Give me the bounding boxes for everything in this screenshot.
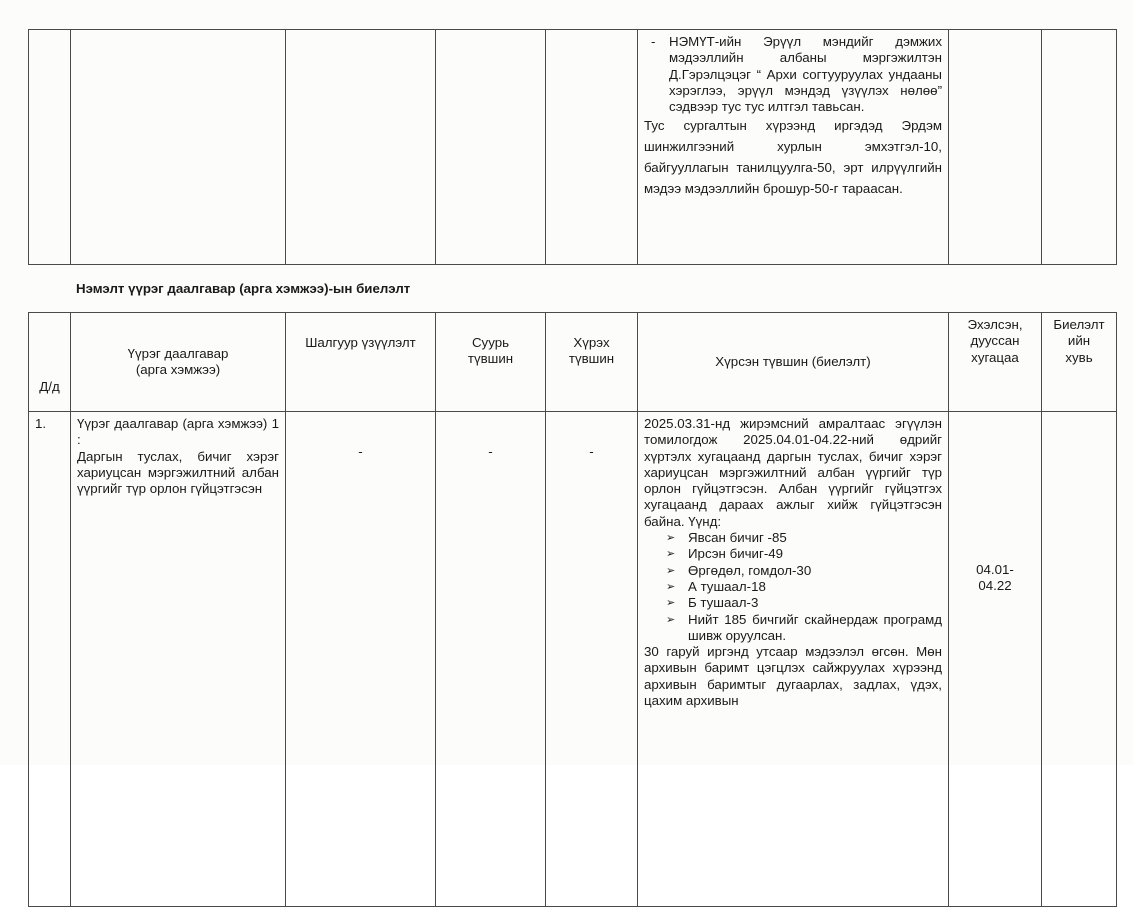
section-heading: Нэмэлт үүрэг даалгавар (арга хэмжээ)-ын биелэлт [76, 281, 411, 296]
arrowhead-bullet-icon: ➢ [666, 532, 676, 545]
task-body: Даргын туслах, бичиг хэрэг хариуцсан мэргэжилтний албан үүргийг түр орлон гүйцэтгэсэн [77, 448, 279, 497]
row-achieved [638, 412, 949, 907]
arrowhead-bullet-icon: ➢ [666, 597, 676, 610]
header-achieved: Хүрсэн түвшин (биелэлт) [638, 313, 949, 412]
table-row [29, 412, 1117, 907]
percent-cell [1042, 30, 1117, 265]
table-row [29, 30, 1117, 265]
arrowhead-bullet-icon: ➢ [666, 548, 676, 561]
arrowhead-bullet-icon: ➢ [666, 580, 676, 593]
dash-list-item [644, 34, 942, 115]
task-title: Үүрэг даалгавар (арга хэмжээ) 1 : [77, 416, 279, 448]
row-percent [1042, 412, 1117, 907]
row-criterion: - [286, 412, 436, 907]
dates-cell [949, 30, 1042, 265]
achieved-list [644, 530, 942, 644]
header-criterion: Шалгуур үзүүлэлт [286, 313, 436, 412]
row-dates: 04.01- 04.22 [949, 412, 1042, 907]
bullet-text: НЭМҮТ-ийн Эрүүл мэндийг дэмжих мэдээллийн албаны мэргэжилтэн Д.Гэрэлцэцэг “ Архи согтууруулах ундааны хэрэглээ, эрүүл мэндэд үзүүлэх нөлөө” сэдвээр тус тус илтгэл тавьсан. [669, 34, 942, 115]
row-baseline: - [436, 412, 546, 907]
header-target: Хүрэх түвшин [546, 313, 638, 412]
row-target: - [546, 412, 638, 907]
row-task [71, 412, 286, 907]
list-item: ➢ Өргөдөл, гомдол-30 [666, 562, 812, 578]
task-cell [71, 30, 286, 265]
dash-bullet: - [651, 34, 656, 49]
achieved-outro: 30 гаруй иргэнд утсаар мэдээлэл өгсөн. Мөн архивын баримт цэгцлэх сайжруулах хүрээнд архивын баримтыг дугаарлах, задлах, үдэх, цахим архивын [644, 644, 942, 709]
arrowhead-bullet-icon: ➢ [666, 564, 676, 577]
list-item: ➢ А тушаал-18 [666, 578, 766, 594]
additional-tasks-table [28, 312, 1117, 907]
achieved-cell [638, 30, 949, 265]
header-dates: Эхэлсэн, дууссан хугацаа [949, 313, 1042, 412]
row-num: 1. [29, 412, 71, 907]
header-task: Үүрэг даалгавар (арга хэмжээ) [71, 313, 286, 412]
table-header-row [29, 313, 1117, 412]
num-cell [29, 30, 71, 265]
achieved-paragraph: Тус сургалтын хүрээнд иргэдэд Эрдэм шинжилгээний хурлын эмхэтгэл-10, байгууллагын танилцуулга-50, эрт илрүүлгийн мэдээ мэдээллийн брошур-50-г тараасан. [644, 118, 942, 197]
target-cell [546, 30, 638, 265]
header-percent: Биелэлт ийн хувь [1042, 313, 1117, 412]
baseline-cell [436, 30, 546, 265]
list-item: ➢ Б тушаал-3 [666, 595, 759, 611]
arrowhead-bullet-icon: ➢ [666, 613, 676, 626]
list-item: ➢ Явсан бичиг -85 [666, 530, 787, 546]
previous-section-table [28, 29, 1117, 265]
header-baseline: Суурь түвшин [436, 313, 546, 412]
criterion-cell [286, 30, 436, 265]
list-item: ➢ Ирсэн бичиг-49 [666, 546, 784, 562]
list-item: ➢ Нийт 185 бичгийг скайнердаж програмд шивж оруулсан. [666, 611, 942, 643]
header-num: Д/д [29, 313, 71, 412]
achieved-intro: 2025.03.31-нд жирэмсний амралтаас эгүүлэн томилогдож 2025.04.01-04.22-ний өдрийг хүртэлх хугацаанд даргын туслах, бичиг хэрэг хариуцсан мэргэжилтний албан үүргийг түр орлон гүйцэтгэсэн. Албан үүргийг гүйцэтгэх хугацаанд дараах ажлыг хийж гүйцэтгэсэн байна. Үүнд: [644, 416, 942, 529]
